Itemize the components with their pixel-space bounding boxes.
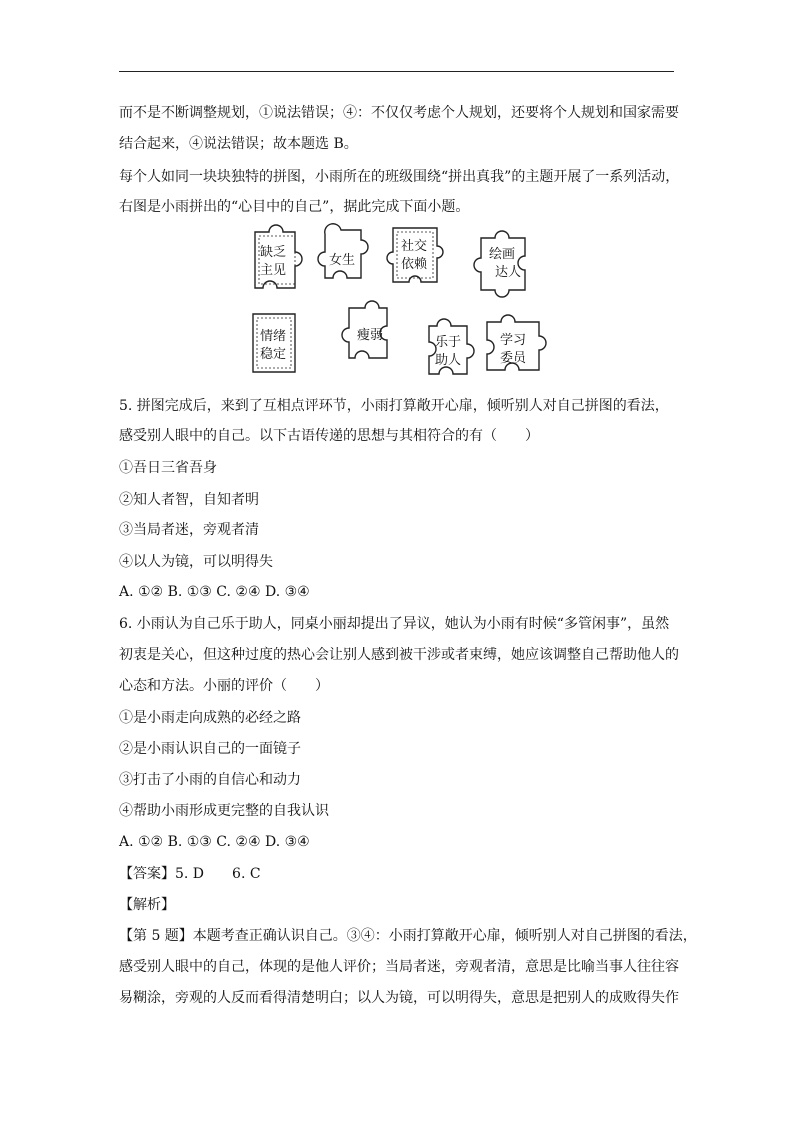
puzzle-piece [318,224,368,278]
piece-label: 绘画 [489,247,516,262]
text-line: 每个人如同一块块独特的拼图，小雨所在的班级围绕“拼出真我”的主题开展了一系列活动， [119,169,680,185]
puzzle-piece [387,228,443,282]
text-line: 结合起来，④说法错误；故本题选 B。 [119,136,358,152]
piece-label: 瘦弱 [357,328,384,343]
piece-label: 依赖 [401,257,428,272]
piece-label: 委员 [500,351,527,366]
piece-label: 达人 [495,265,522,280]
option-item: ④以人为镜，可以明得失 [119,554,273,570]
piece-label: 女生 [329,253,356,268]
piece-label: 学习 [500,333,527,348]
option-item: ②是小雨认识自己的一面镜子 [119,741,301,757]
piece-label: 主见 [260,263,287,278]
piece-label: 缺乏 [260,245,287,260]
option-item: ①吾日三省吾身 [119,460,217,476]
answer-line: 【答案】5. D 6. C [119,866,261,882]
option-item: ④帮助小雨形成更完整的自我认识 [119,803,329,819]
puzzle-piece [474,231,525,297]
piece-label: 情绪 [260,329,287,344]
puzzle-figure [245,222,550,380]
option-item: ②知人者智，自知者明 [119,492,259,508]
piece-label: 社交 [401,239,428,254]
answer-choices: A. ①② B. ①③ C. ②④ D. ③④ [119,584,310,600]
analysis-text: 易糊涂，旁观的人反而看得清楚明白；以人为镜，可以明得失，意思是把别人的成败得失作 [119,990,679,1006]
option-item: ③打击了小雨的自信心和动力 [119,772,301,788]
text-line: 感受别人眼中的自己。以下古语传递的思想与其相符合的有（ ） [119,428,539,444]
header-rule [119,71,674,72]
answer-choices: A. ①② B. ①③ C. ②④ D. ③④ [119,834,310,850]
piece-label: 稳定 [260,347,287,362]
text-line: 而不是不断调整规划，①说法错误；④：不仅仅考虑个人规划，还要将个人规划和国家需要 [119,105,679,121]
piece-label: 乐于 [435,335,462,350]
option-item: ①是小雨走向成熟的必经之路 [119,710,301,726]
analysis-heading: 【解析】 [119,897,175,913]
text-line: 初衷是关心，但这种过度的热心会让别人感到被干涉或者束缚，她应该调整自己帮助他人的 [119,647,679,663]
text-line: 心态和方法。小丽的评价（ ） [119,678,329,694]
piece-label: 助人 [435,353,462,368]
option-item: ③当局者迷，旁观者清 [119,522,259,538]
text-line: 右图是小雨拼出的“心目中的自己”，据此完成下面小题。 [119,199,470,215]
analysis-text: 【第 5 题】本题考查正确认识自己。③④：小雨打算敞开心扉，倾听别人对自己拼图的看法， [119,928,697,944]
analysis-text: 感受别人眼中的自己，体现的是他人评价；当局者迷，旁观者清，意思是比喻当事人往往容 [119,959,679,975]
question-6-stem: 6. 小雨认为自己乐于助人，同桌小丽却提出了异议，她认为小雨有时候“多管闲事”，虽然 [119,616,670,632]
question-5-stem: 5. 拼图完成后，来到了互相点评环节，小雨打算敞开心扉，倾听别人对自己拼图的看法， [119,398,669,414]
